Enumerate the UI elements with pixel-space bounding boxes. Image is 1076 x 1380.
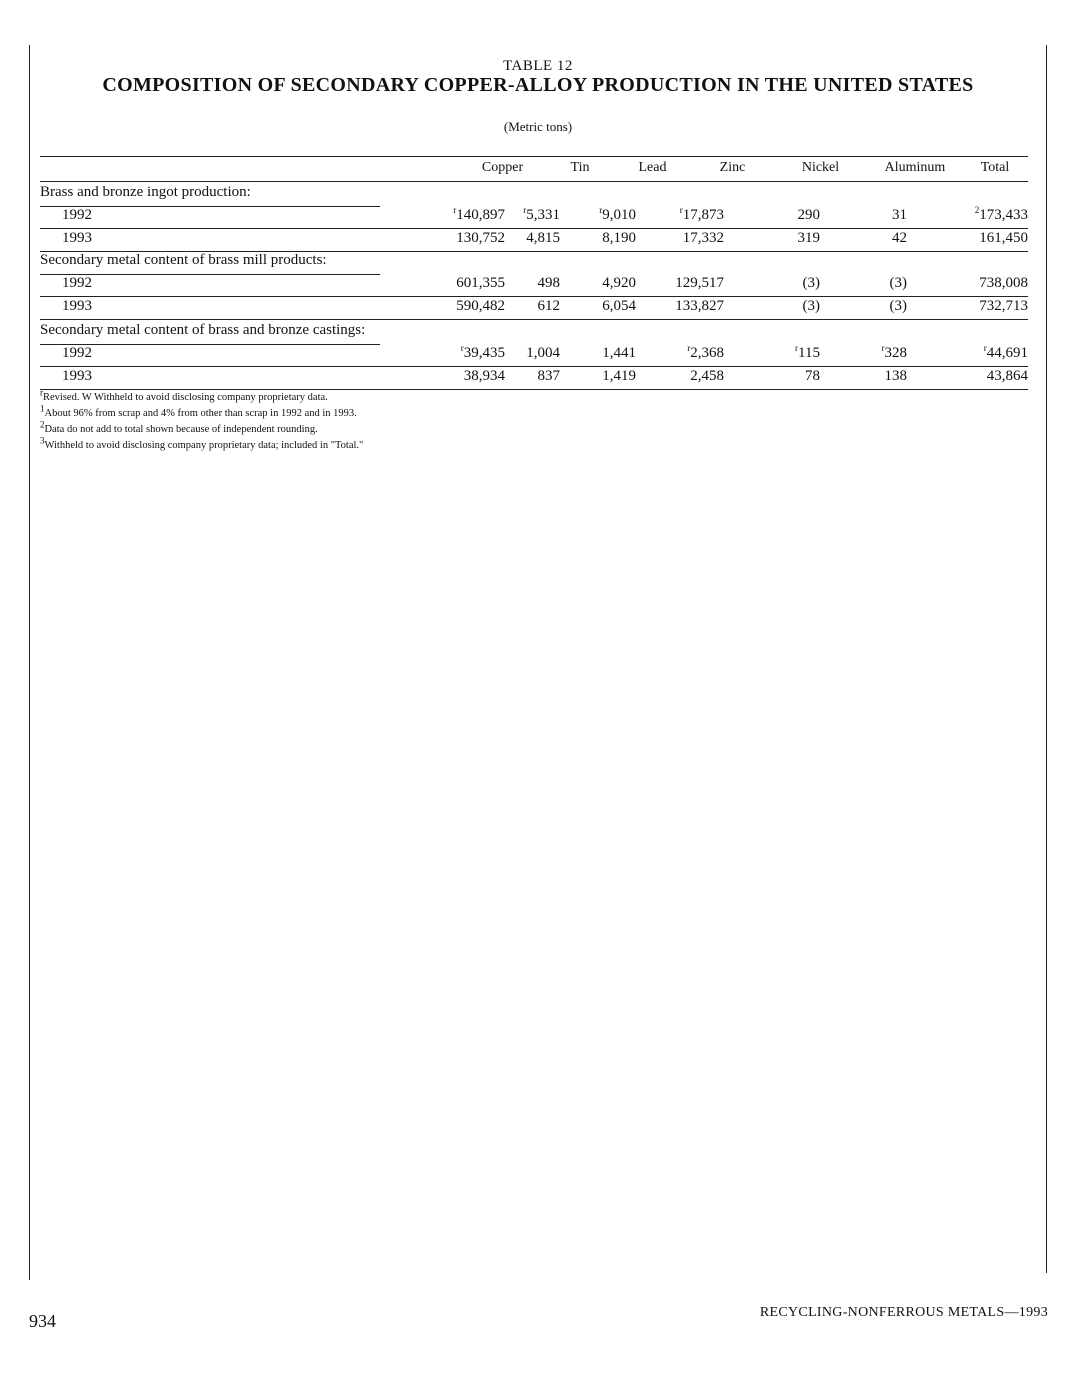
cell-value: 115	[798, 345, 820, 361]
section-label: Secondary metal content of brass mill products:	[40, 252, 327, 268]
cell-value: 738,008	[979, 275, 1028, 291]
cell-aluminum	[892, 207, 907, 224]
cell-value: 44,691	[986, 345, 1028, 361]
cell-lead	[602, 298, 636, 315]
footnote-text: Withheld to avoid disclosing company proprietary data; included in "Total."	[44, 440, 364, 451]
cell-value: 78	[805, 368, 820, 384]
cell-value: 2,458	[690, 368, 724, 384]
cell-tin	[526, 230, 560, 247]
cell-total	[979, 298, 1028, 315]
header-row	[40, 160, 1028, 180]
cell-nickel	[805, 368, 820, 385]
row-rule	[40, 319, 1028, 320]
cell-value: 133,827	[675, 298, 724, 314]
cell-note-mark: r	[453, 205, 457, 215]
cell-value: 173,433	[979, 207, 1028, 223]
cell-tin	[538, 298, 561, 315]
cell-value: 17,873	[682, 207, 724, 223]
cell-value: 590,482	[456, 298, 505, 314]
cell-value: 837	[537, 368, 560, 384]
col-header-aluminum: Aluminum	[884, 160, 946, 175]
row-rule	[40, 228, 1028, 229]
running-title: RECYCLING-NONFERROUS METALS—1993	[759, 1305, 1048, 1320]
cell-zinc	[680, 207, 724, 224]
footnote-mark: r	[40, 387, 43, 398]
footnote-text: Data do not add to total shown because of independent rounding.	[44, 424, 318, 435]
row-year: 1992	[62, 275, 92, 291]
row-year: 1993	[62, 368, 92, 384]
section-label-row	[40, 322, 1028, 342]
cell-note-mark: r	[679, 205, 683, 215]
cell-nickel	[803, 298, 821, 315]
cell-value: (3)	[802, 275, 820, 291]
section-label: Secondary metal content of brass and bronze castings:	[40, 322, 366, 338]
col-header-total: Total	[980, 160, 1010, 175]
table-title: COMPOSITION OF SECONDARY COPPER-ALLOY PRODUCTION IN THE UNITED STATES	[102, 74, 974, 96]
left-margin-rule	[29, 45, 30, 1280]
footnote	[40, 419, 363, 438]
cell-note-mark: r	[881, 343, 885, 353]
cell-total	[979, 230, 1028, 247]
row-year: 1993	[62, 298, 92, 314]
cell-value: 43,864	[986, 368, 1028, 384]
footnote-mark: 2	[40, 419, 45, 430]
cell-total	[987, 368, 1028, 385]
cell-lead	[602, 275, 636, 292]
cell-aluminum	[890, 298, 908, 315]
table-row	[40, 345, 1028, 365]
cell-copper	[453, 207, 505, 224]
cell-total	[984, 345, 1028, 362]
section-label: Brass and bronze ingot production:	[40, 184, 251, 200]
row-year: 1992	[62, 345, 92, 361]
col-header-nickel: Nickel	[801, 160, 840, 175]
cell-value: 31	[892, 207, 907, 223]
cell-value: 612	[537, 298, 560, 314]
cell-total	[979, 275, 1028, 292]
cell-value: 129,517	[675, 275, 724, 291]
right-margin-rule	[1046, 45, 1047, 1273]
cell-tin	[523, 207, 560, 224]
cell-note-mark: r	[795, 343, 799, 353]
cell-tin	[526, 345, 560, 362]
cell-value: 1,419	[602, 368, 636, 384]
footnote	[40, 435, 364, 454]
cell-zinc	[683, 230, 724, 247]
cell-value: 4,815	[526, 230, 560, 246]
col-header-tin: Tin	[570, 160, 590, 175]
cell-lead	[602, 345, 636, 362]
cell-value: 8,190	[602, 230, 636, 246]
col-header-zinc: Zinc	[719, 160, 746, 175]
cell-nickel	[798, 207, 821, 224]
cell-value: (3)	[802, 298, 820, 314]
cell-zinc	[675, 298, 724, 315]
footnote	[40, 403, 363, 422]
cell-value: 4,920	[602, 275, 636, 291]
cell-value: 42	[892, 230, 907, 246]
col-header-copper: Copper	[481, 160, 524, 175]
cell-note-mark: r	[460, 343, 464, 353]
cell-value: 328	[884, 345, 907, 361]
section-label-row	[40, 184, 1028, 204]
table-row	[40, 298, 1028, 318]
cell-value: 498	[537, 275, 560, 291]
footnotes	[40, 387, 364, 454]
cell-value: 1,441	[602, 345, 636, 361]
cell-value: 290	[797, 207, 820, 223]
section-label-row	[40, 252, 1028, 272]
cell-aluminum	[890, 275, 908, 292]
cell-copper	[461, 345, 505, 362]
cell-value: 130,752	[456, 230, 505, 246]
cell-copper	[464, 368, 505, 385]
cell-note-mark: 2	[974, 205, 980, 215]
cell-value: 732,713	[979, 298, 1028, 314]
cell-value: 38,934	[463, 368, 505, 384]
cell-zinc	[690, 368, 724, 385]
row-year: 1993	[62, 230, 92, 246]
table-row	[40, 207, 1028, 227]
footnote	[40, 387, 363, 406]
footnote-mark: 1	[40, 403, 45, 414]
cell-nickel	[795, 345, 820, 362]
cell-zinc	[687, 345, 724, 362]
cell-value: 2,368	[690, 345, 724, 361]
row-year: 1992	[62, 207, 92, 223]
table-units: (Metric tons)	[503, 119, 573, 134]
page-number: 934	[29, 1311, 56, 1331]
cell-value: 17,332	[682, 230, 724, 246]
row-rule	[40, 296, 1028, 297]
table-top-rule	[40, 156, 1028, 157]
cell-value: 6,054	[602, 298, 636, 314]
cell-tin	[538, 275, 561, 292]
cell-value: 1,004	[526, 345, 560, 361]
cell-note-mark: r	[983, 343, 987, 353]
table-row	[40, 275, 1028, 295]
cell-zinc	[675, 275, 724, 292]
cell-lead	[599, 207, 636, 224]
cell-value: 9,010	[602, 207, 636, 223]
footnote-text: Revised. W Withheld to avoid disclosing company proprietary data.	[43, 392, 328, 403]
cell-copper	[456, 275, 505, 292]
table-number: TABLE 12	[503, 58, 573, 74]
cell-lead	[602, 368, 636, 385]
cell-value: (3)	[889, 298, 907, 314]
cell-tin	[538, 368, 561, 385]
header-bottom-rule	[40, 181, 1028, 182]
table-row	[40, 368, 1028, 388]
table-row	[40, 230, 1028, 250]
cell-value: 138	[884, 368, 907, 384]
cell-total	[975, 207, 1028, 224]
cell-copper	[456, 298, 505, 315]
footnote-text: About 96% from scrap and 4% from other than scrap in 1992 and in 1993.	[44, 408, 357, 419]
cell-value: 140,897	[456, 207, 505, 223]
cell-nickel	[803, 275, 821, 292]
cell-lead	[602, 230, 636, 247]
cell-note-mark: r	[523, 205, 527, 215]
cell-value: 161,450	[979, 230, 1028, 246]
cell-value: 5,331	[526, 207, 560, 223]
cell-nickel	[798, 230, 821, 247]
cell-value: 601,355	[456, 275, 505, 291]
cell-copper	[456, 230, 505, 247]
row-rule	[40, 366, 1028, 367]
cell-note-mark: r	[599, 205, 603, 215]
cell-value: (3)	[889, 275, 907, 291]
footnote-mark: 3	[40, 435, 45, 446]
cell-aluminum	[892, 230, 907, 247]
cell-aluminum	[882, 345, 908, 362]
cell-aluminum	[885, 368, 908, 385]
col-header-lead: Lead	[638, 160, 667, 175]
cell-value: 319	[797, 230, 820, 246]
cell-note-mark: r	[687, 343, 691, 353]
cell-value: 39,435	[463, 345, 505, 361]
